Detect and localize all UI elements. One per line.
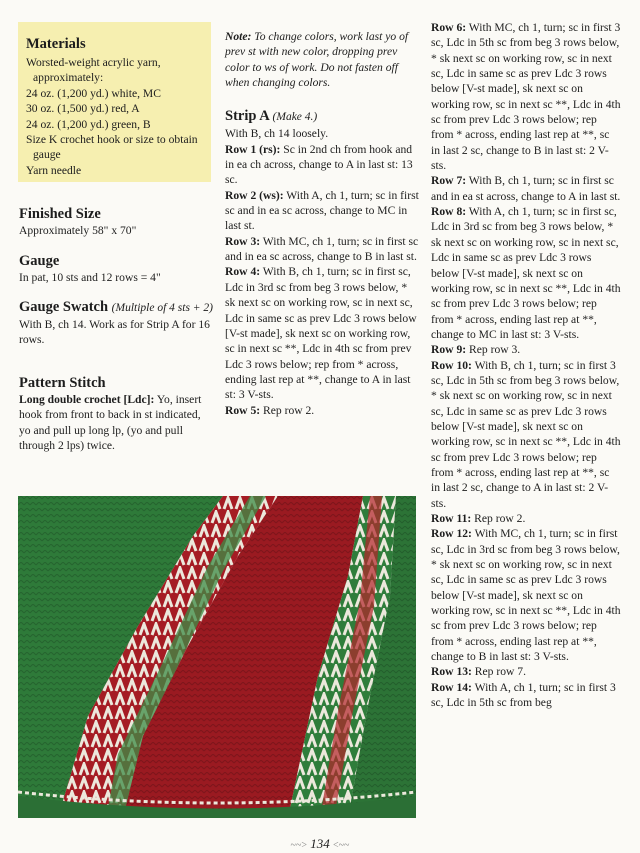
- strip-a-intro: With B, ch 14 loosely.: [225, 127, 329, 141]
- row-label: Row 7:: [431, 174, 467, 188]
- pattern-term: Long double crochet [Ldc]:: [19, 393, 155, 406]
- pattern-row: [225, 234, 420, 265]
- row-text: With B, ch 1, turn; sc in first sc, Ldc in 3rd sc from beg 3 rows below, * sk next sc on working row, sc in next sc, Ldc in same sc as prev Ldc 3 rows below [V-st made], sk next sc on working row, sc in next sc **, Ldc in 4th sc from prev Ldc 3 rows below; rep from * across, ending last rep at **, change to A in last st: 3 V-sts.: [225, 265, 417, 402]
- row-text: Rep row 7.: [471, 665, 527, 679]
- row-text: With MC, ch 1, turn; sc in first sc, Ldc in 3rd sc from beg 3 rows below, * sk next sc on working row, sc in next sc, Ldc in same sc as prev Ldc 3 rows below [V-st made], sk next sc on working row, sc in next sc **, Ldc in 4th sc from prev Ldc 3 rows below; rep from * across, ending last rep at **, change to B in last st: 3 V-sts.: [431, 527, 621, 664]
- afghan-photo: [18, 496, 416, 818]
- gauge-section: [19, 253, 214, 285]
- pattern-row: [225, 142, 420, 188]
- folio-ornament-right: <~~: [333, 840, 350, 851]
- rows-list-right: [431, 20, 621, 710]
- materials-line: 24 oz. (1,200 yd.) green, B: [26, 117, 151, 131]
- pattern-row: [225, 403, 420, 418]
- row-text: With A, ch 1, turn; sc in first sc and in ea sc across, change to MC in last st.: [225, 188, 419, 233]
- pattern-row: [225, 188, 420, 234]
- row-text: With A, ch 1, turn; sc in first sc, Ldc in 3rd sc from beg 3 rows below, * sk next sc on working row, sc in next sc, Ldc in same sc as prev Ldc 3 rows below [V-st made], sk next sc on working row, sc in next sc **, Ldc in 4th sc from prev Ldc 3 rows below; rep from * across, ending last rep at **, change to MC in last st: 3 V-sts.: [431, 205, 621, 341]
- column-right: [431, 20, 621, 710]
- row-label: Row 14:: [431, 680, 472, 694]
- pattern-row: [225, 264, 420, 402]
- row-label: Row 3:: [225, 234, 261, 248]
- materials-heading: Materials: [26, 36, 86, 52]
- row-text: Sc in 2nd ch from hook and in ea ch across, change to A in last st: 13 sc.: [225, 142, 413, 187]
- materials-line: Size K crochet hook or size to obtain gauge: [26, 133, 198, 162]
- gauge-heading: Gauge: [19, 253, 60, 269]
- pattern-row: [431, 664, 621, 679]
- row-label: Row 9:: [431, 343, 467, 357]
- row-label: Row 12:: [431, 527, 472, 541]
- pattern-stitch-text: Long double crochet [Ldc]: Yo, insert hook from front to back in st indicated, yo and pull up long lp, (yo and pull through 2 lps) twice.: [19, 393, 202, 453]
- pattern-stitch-heading: Pattern Stitch: [19, 375, 106, 391]
- gauge-swatch-note: (Multiple of 4 sts + 2): [111, 302, 214, 314]
- strip-a-note: (Make 4.): [272, 111, 318, 124]
- gauge-swatch-section: [19, 299, 214, 348]
- row-label: Row 2 (ws):: [225, 188, 284, 202]
- afghan-photo-image: [18, 496, 416, 818]
- row-label: Row 8:: [431, 205, 467, 219]
- pattern-row: [431, 526, 621, 664]
- row-label: Row 1 (rs):: [225, 142, 281, 156]
- row-text: With B, ch 1, turn; sc in first 3 sc, Ldc in 5th sc from beg 3 rows below, * sk next sc on working row, sc in next sc, Ldc in same sc as prev Ldc 3 rows below [V-st made], sk next sc on working row, sc in next sc **, Ldc in 4th sc from prev Ldc 3 rows below; rep from * across, ending last rep at **, sc in last 2 sc, change to A in last st: 2 V-sts.: [431, 358, 621, 510]
- page-number: ~~> 134 <~~: [290, 836, 350, 851]
- pattern-row: [431, 358, 621, 511]
- row-text: With MC, ch 1, turn; sc in first sc and in ea sc across, change to B in last st.: [225, 234, 419, 264]
- row-text: Rep row 2.: [260, 403, 315, 417]
- materials-line: 24 oz. (1,200 yd.) white, MC: [26, 86, 161, 100]
- finished-size-section: [19, 206, 214, 238]
- row-text: Rep row 2.: [471, 512, 526, 525]
- row-label: Row 6:: [431, 21, 467, 34]
- column-middle: [225, 29, 420, 418]
- rows-list-middle: [225, 142, 420, 418]
- finished-size-heading: Finished Size: [19, 206, 101, 222]
- folio-ornament-left: ~~>: [290, 840, 307, 851]
- row-label: Row 11:: [431, 512, 472, 525]
- row-text: With B, ch 1, turn; sc in first sc and in ea st across, change to A in last st.: [431, 174, 621, 203]
- pattern-row: [431, 511, 621, 526]
- row-text: Rep row 3.: [466, 343, 521, 357]
- materials-line: Yarn needle: [26, 163, 82, 177]
- gauge-swatch-text: With B, ch 14. Work as for Strip A for 16 rows.: [19, 318, 210, 347]
- gauge-swatch-heading: Gauge Swatch (Multiple of 4 sts + 2): [19, 299, 214, 315]
- pattern-row: [431, 20, 621, 173]
- pattern-row: [431, 204, 621, 342]
- row-label: Row 4:: [225, 265, 261, 279]
- row-text: With A, ch 1, turn; sc in first 3 sc, Ldc in 5th sc from beg: [431, 680, 616, 710]
- materials-box: [18, 22, 211, 182]
- row-label: Row 10:: [431, 358, 472, 372]
- pattern-row: [431, 342, 621, 357]
- materials-line: Worsted-weight acrylic yarn, approximately:: [26, 56, 161, 85]
- strip-a-heading: Strip A (Make 4.): [225, 108, 318, 125]
- materials-line: 30 oz. (1,500 yd.) red, A: [26, 102, 140, 116]
- pattern-row: [431, 680, 621, 711]
- pattern-row: [431, 173, 621, 204]
- finished-size-text: Approximately 58" x 70": [19, 224, 137, 237]
- row-label: Row 13:: [431, 665, 472, 679]
- gauge-text: In pat, 10 sts and 12 rows = 4": [19, 271, 161, 284]
- row-text: With MC, ch 1, turn; sc in first 3 sc, Ldc in 5th sc from beg 3 rows below, * sk next sc on working row, sc in next sc, Ldc in same sc as prev Ldc 3 rows below [V-st made], sk next sc on working row, sc in next sc **, Ldc in 4th sc from prev Ldc 3 rows below; rep from * across, ending last rep at **, sc in last 2 sc, change to B in last st: 2 V-sts.: [431, 21, 621, 173]
- color-change-note: Note: To change colors, work last yo of prev st with new color, dropping prev color to ws of work. Do not fasten off when changing colors.: [225, 30, 409, 90]
- pattern-stitch-section: [19, 375, 214, 453]
- row-label: Row 5:: [225, 403, 261, 417]
